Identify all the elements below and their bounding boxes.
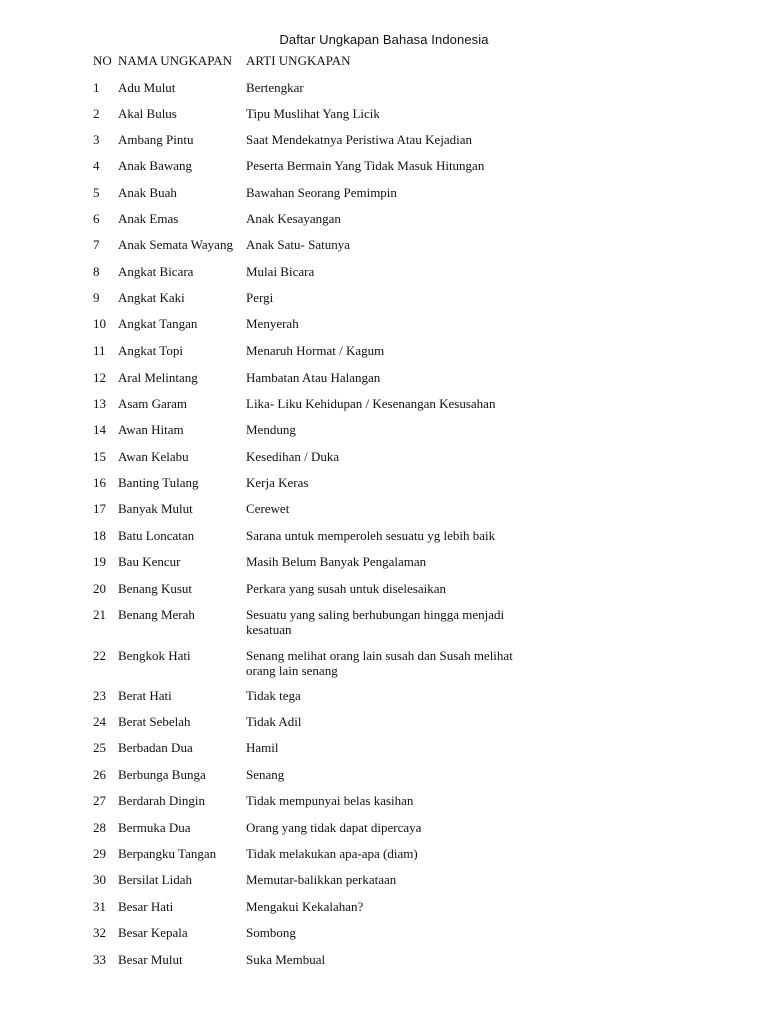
- row-expression-name: Berat Hati: [118, 688, 172, 703]
- row-expression-name: Angkat Topi: [118, 343, 183, 358]
- row-expression-meaning: Mengakui Kekalahan?: [246, 899, 364, 914]
- row-expression-meaning: Memutar-balikkan perkataan: [246, 872, 397, 887]
- row-expression-meaning: Suka Membual: [246, 952, 326, 967]
- row-number: 32: [93, 925, 106, 940]
- row-expression-meaning: Bawahan Seorang Pemimpin: [246, 185, 397, 200]
- row-expression-name: Angkat Tangan: [118, 316, 198, 331]
- row-number: 13: [93, 396, 106, 411]
- row-expression-meaning: Bertengkar: [246, 80, 304, 95]
- row-expression-name: Anak Buah: [118, 185, 177, 200]
- row-expression-meaning: Tidak Adil: [246, 714, 302, 729]
- row-number: 2: [93, 106, 100, 121]
- header-name: NAMA UNGKAPAN: [118, 53, 233, 68]
- row-number: 23: [93, 688, 106, 703]
- row-expression-meaning: Sombong: [246, 925, 296, 940]
- row-expression-meaning: Lika- Liku Kehidupan / Kesenangan Kesusahan: [246, 396, 496, 411]
- row-number: 30: [93, 872, 106, 887]
- row-expression-name: Anak Semata Wayang: [118, 237, 233, 252]
- row-expression-meaning: Menaruh Hormat / Kagum: [246, 343, 385, 358]
- row-expression-meaning: Peserta Bermain Yang Tidak Masuk Hitungan: [246, 158, 485, 173]
- row-expression-meaning: Orang yang tidak dapat dipercaya: [246, 820, 422, 835]
- header-no: NO: [93, 53, 112, 68]
- row-expression-name: Benang Kusut: [118, 581, 193, 596]
- row-number: 22: [93, 648, 106, 663]
- row-number: 8: [93, 264, 100, 279]
- row-expression-meaning: Cerewet: [246, 501, 290, 516]
- row-expression-name: Berbadan Dua: [118, 740, 193, 755]
- row-number: 28: [93, 820, 106, 835]
- row-expression-meaning: Kesedihan / Duka: [246, 449, 340, 464]
- row-expression-meaning: Menyerah: [246, 316, 299, 331]
- row-expression-name: Angkat Kaki: [118, 290, 185, 305]
- row-expression-meaning: Tidak melakukan apa-apa (diam): [246, 846, 418, 861]
- row-expression-name: Besar Kepala: [118, 925, 188, 940]
- row-number: 17: [93, 501, 106, 516]
- row-number: 31: [93, 899, 106, 914]
- row-expression-meaning: Pergi: [246, 290, 274, 305]
- row-number: 19: [93, 554, 106, 569]
- row-expression-meaning: Anak Kesayangan: [246, 211, 341, 226]
- row-number: 20: [93, 581, 106, 596]
- row-number: 18: [93, 528, 106, 543]
- row-number: 21: [93, 607, 106, 622]
- row-expression-name: Bermuka Dua: [118, 820, 191, 835]
- row-expression-name: Akal Bulus: [118, 106, 177, 121]
- row-number: 3: [93, 132, 100, 147]
- row-expression-name: Adu Mulut: [118, 80, 176, 95]
- row-number: 4: [93, 158, 100, 173]
- row-expression-name: Banyak Mulut: [118, 501, 193, 516]
- row-expression-meaning: Tidak mempunyai belas kasihan: [246, 793, 414, 808]
- row-expression-meaning: Sesuatu yang saling berhubungan hingga menjadi kesatuan: [246, 607, 505, 637]
- document-title: Daftar Ungkapan Bahasa Indonesia: [279, 32, 489, 47]
- row-expression-meaning: Mendung: [246, 422, 296, 437]
- row-expression-name: Aral Melintang: [118, 370, 198, 385]
- row-expression-name: Berat Sebelah: [118, 714, 191, 729]
- row-expression-meaning: Perkara yang susah untuk diselesaikan: [246, 581, 447, 596]
- row-expression-name: Ambang Pintu: [118, 132, 194, 147]
- row-expression-name: Anak Emas: [118, 211, 179, 226]
- header-meaning: ARTI UNGKAPAN: [246, 53, 351, 68]
- row-expression-name: Bersilat Lidah: [118, 872, 193, 887]
- row-number: 14: [93, 422, 106, 437]
- row-expression-meaning: Kerja Keras: [246, 475, 309, 490]
- row-expression-name: Besar Mulut: [118, 952, 183, 967]
- row-expression-meaning: Senang: [246, 767, 285, 782]
- row-number: 29: [93, 846, 106, 861]
- row-number: 9: [93, 290, 100, 305]
- row-expression-name: Awan Kelabu: [118, 449, 189, 464]
- row-expression-meaning: Sarana untuk memperoleh sesuatu yg lebih baik: [246, 528, 496, 543]
- row-expression-name: Besar Hati: [118, 899, 174, 914]
- row-expression-name: Banting Tulang: [118, 475, 199, 490]
- row-expression-name: Batu Loncatan: [118, 528, 195, 543]
- row-number: 7: [93, 237, 100, 252]
- row-expression-name: Awan Hitam: [118, 422, 184, 437]
- row-number: 16: [93, 475, 106, 490]
- row-expression-meaning: Mulai Bicara: [246, 264, 315, 279]
- row-expression-name: Berbunga Bunga: [118, 767, 206, 782]
- row-number: 5: [93, 185, 100, 200]
- row-number: 1: [93, 80, 100, 95]
- row-expression-name: Bengkok Hati: [118, 648, 191, 663]
- row-expression-meaning: Tipu Muslihat Yang Licik: [246, 106, 380, 121]
- row-expression-name: Angkat Bicara: [118, 264, 194, 279]
- row-number: 12: [93, 370, 106, 385]
- row-expression-name: Berdarah Dingin: [118, 793, 206, 808]
- row-expression-name: Asam Garam: [118, 396, 187, 411]
- row-expression-meaning: Senang melihat orang lain susah dan Susah melihat orang lain senang: [246, 648, 513, 678]
- row-number: 24: [93, 714, 106, 729]
- row-number: 33: [93, 952, 106, 967]
- row-expression-meaning: Hambatan Atau Halangan: [246, 370, 381, 385]
- row-expression-name: Anak Bawang: [118, 158, 193, 173]
- row-expression-name: Benang Merah: [118, 607, 195, 622]
- row-expression-meaning: Saat Mendekatnya Peristiwa Atau Kejadian: [246, 132, 472, 147]
- row-number: 11: [93, 343, 106, 358]
- row-number: 6: [93, 211, 100, 226]
- row-number: 26: [93, 767, 106, 782]
- row-expression-meaning: Masih Belum Banyak Pengalaman: [246, 554, 427, 569]
- row-number: 25: [93, 740, 106, 755]
- row-expression-meaning: Hamil: [246, 740, 279, 755]
- row-expression-name: Bau Kencur: [118, 554, 181, 569]
- row-expression-name: Berpangku Tangan: [118, 846, 217, 861]
- row-number: 27: [93, 793, 106, 808]
- row-number: 10: [93, 316, 106, 331]
- row-expression-meaning: Anak Satu- Satunya: [246, 237, 350, 252]
- row-number: 15: [93, 449, 106, 464]
- row-expression-meaning: Tidak tega: [246, 688, 301, 703]
